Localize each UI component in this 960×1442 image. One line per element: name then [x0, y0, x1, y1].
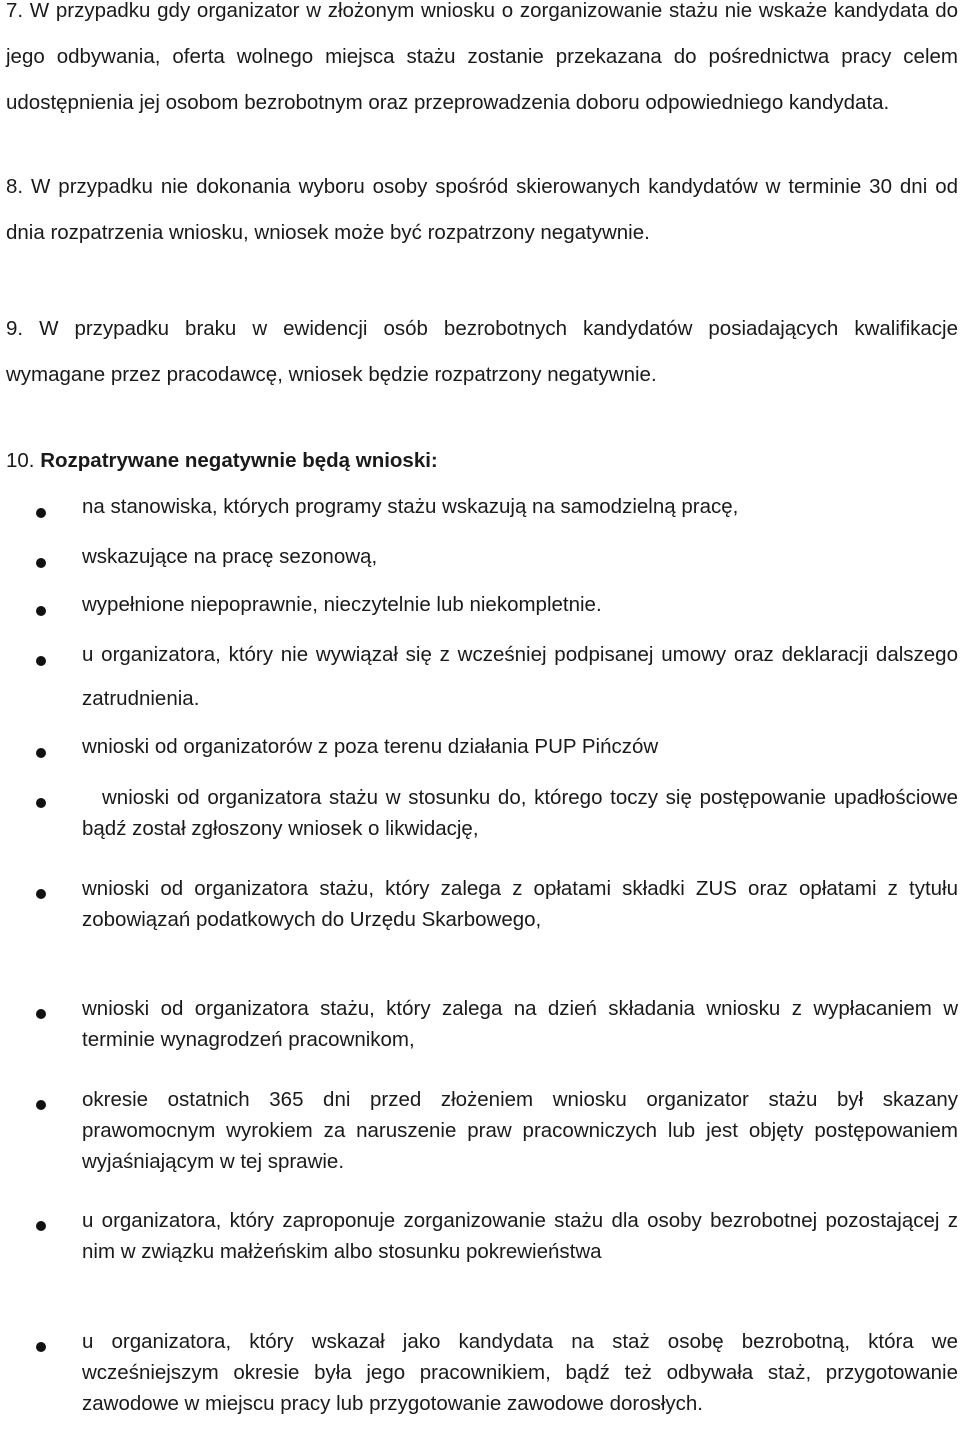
bullet-icon: [36, 748, 46, 758]
paragraph-10-number: 10.: [6, 449, 41, 472]
bullet-icon: [36, 558, 46, 568]
bullet-icon: [36, 508, 46, 518]
bullet-icon: [36, 656, 46, 666]
paragraph-10: [6, 438, 958, 484]
list-item-text: wypełnione niepoprawnie, nieczytelnie lub niekompletnie.: [82, 593, 602, 616]
list-item-text: u organizatora, który nie wywiązał się z wcześniej podpisanej umowy oraz deklaracji dalszego zatrudnienia.: [82, 643, 958, 710]
list-item-text: u organizatora, który zaproponuje zorganizowanie stażu dla osoby bezrobotnej pozostającej z nim w związku małżeńskim albo stosunku pokrewieństwa: [82, 1209, 958, 1263]
list-item-text: wnioski od organizatora stażu w stosunku do, którego toczy się postępowanie upadłościowe bądź został zgłoszony wniosek o likwidację,: [82, 786, 958, 840]
bullet-icon: [36, 889, 46, 899]
list-item-text: wnioski od organizatorów z poza terenu działania PUP Pińczów: [82, 735, 659, 758]
list-item-text: wskazujące na pracę sezonową,: [82, 545, 378, 568]
bullet-icon: [36, 798, 46, 808]
bullet-icon: [36, 1221, 46, 1231]
bullet-icon: [36, 1342, 46, 1352]
list-item-text: na stanowiska, których programy stażu wskazują na samodzielną pracę,: [82, 495, 739, 518]
list-item-text: wnioski od organizatora stażu, który zalega na dzień składania wniosku z wypłacaniem w terminie wynagrodzeń pracownikom,: [82, 997, 958, 1051]
bullet-icon: [36, 1100, 46, 1110]
list-item-text: wnioski od organizatora stażu, który zalega z opłatami składki ZUS oraz opłatami z tytułu zobowiązań podatkowych do Urzędu Skarbowego,: [82, 877, 958, 931]
paragraph-9: 9. W przypadku braku w ewidencji osób bezrobotnych kandydatów posiadających kwalifikacje wymagane przez pracodawcę, wniosek będzie rozpatrzony negatywnie.: [6, 317, 958, 386]
paragraph-10-heading: Rozpatrywane negatywnie będą wnioski:: [40, 449, 438, 472]
bullet-icon: [36, 606, 46, 616]
list-item-text: u organizatora, który wskazał jako kandydata na staż osobę bezrobotną, która we wcześniejszym okresie była jego pracownikiem, bądź też odbywała staż, przygotowanie zawodowe w miejscu pracy lub przygotowanie zawodowe dorosłych.: [82, 1330, 958, 1415]
paragraph-7: 7. W przypadku gdy organizator w złożonym wniosku o zorganizowanie stażu nie wskaże kandydata do jego odbywania, oferta wolnego miejsca stażu zostanie przekazana do pośrednictwa pracy celem udostępnienia jej osobom bezrobotnym oraz przeprowadzenia doboru odpowiedniego kandydata.: [6, 0, 958, 114]
paragraph-8: 8. W przypadku nie dokonania wyboru osoby spośród skierowanych kandydatów w terminie 30 dni od dnia rozpatrzenia wniosku, wniosek może być rozpatrzony negatywnie.: [6, 175, 958, 244]
bullet-icon: [36, 1009, 46, 1019]
list-item-text: okresie ostatnich 365 dni przed złożeniem wniosku organizator stażu był skazany prawomocnym wyrokiem za naruszenie praw pracowniczych lub jest objęty postępowaniem wyjaśniającym w tej sprawie.: [82, 1088, 958, 1173]
